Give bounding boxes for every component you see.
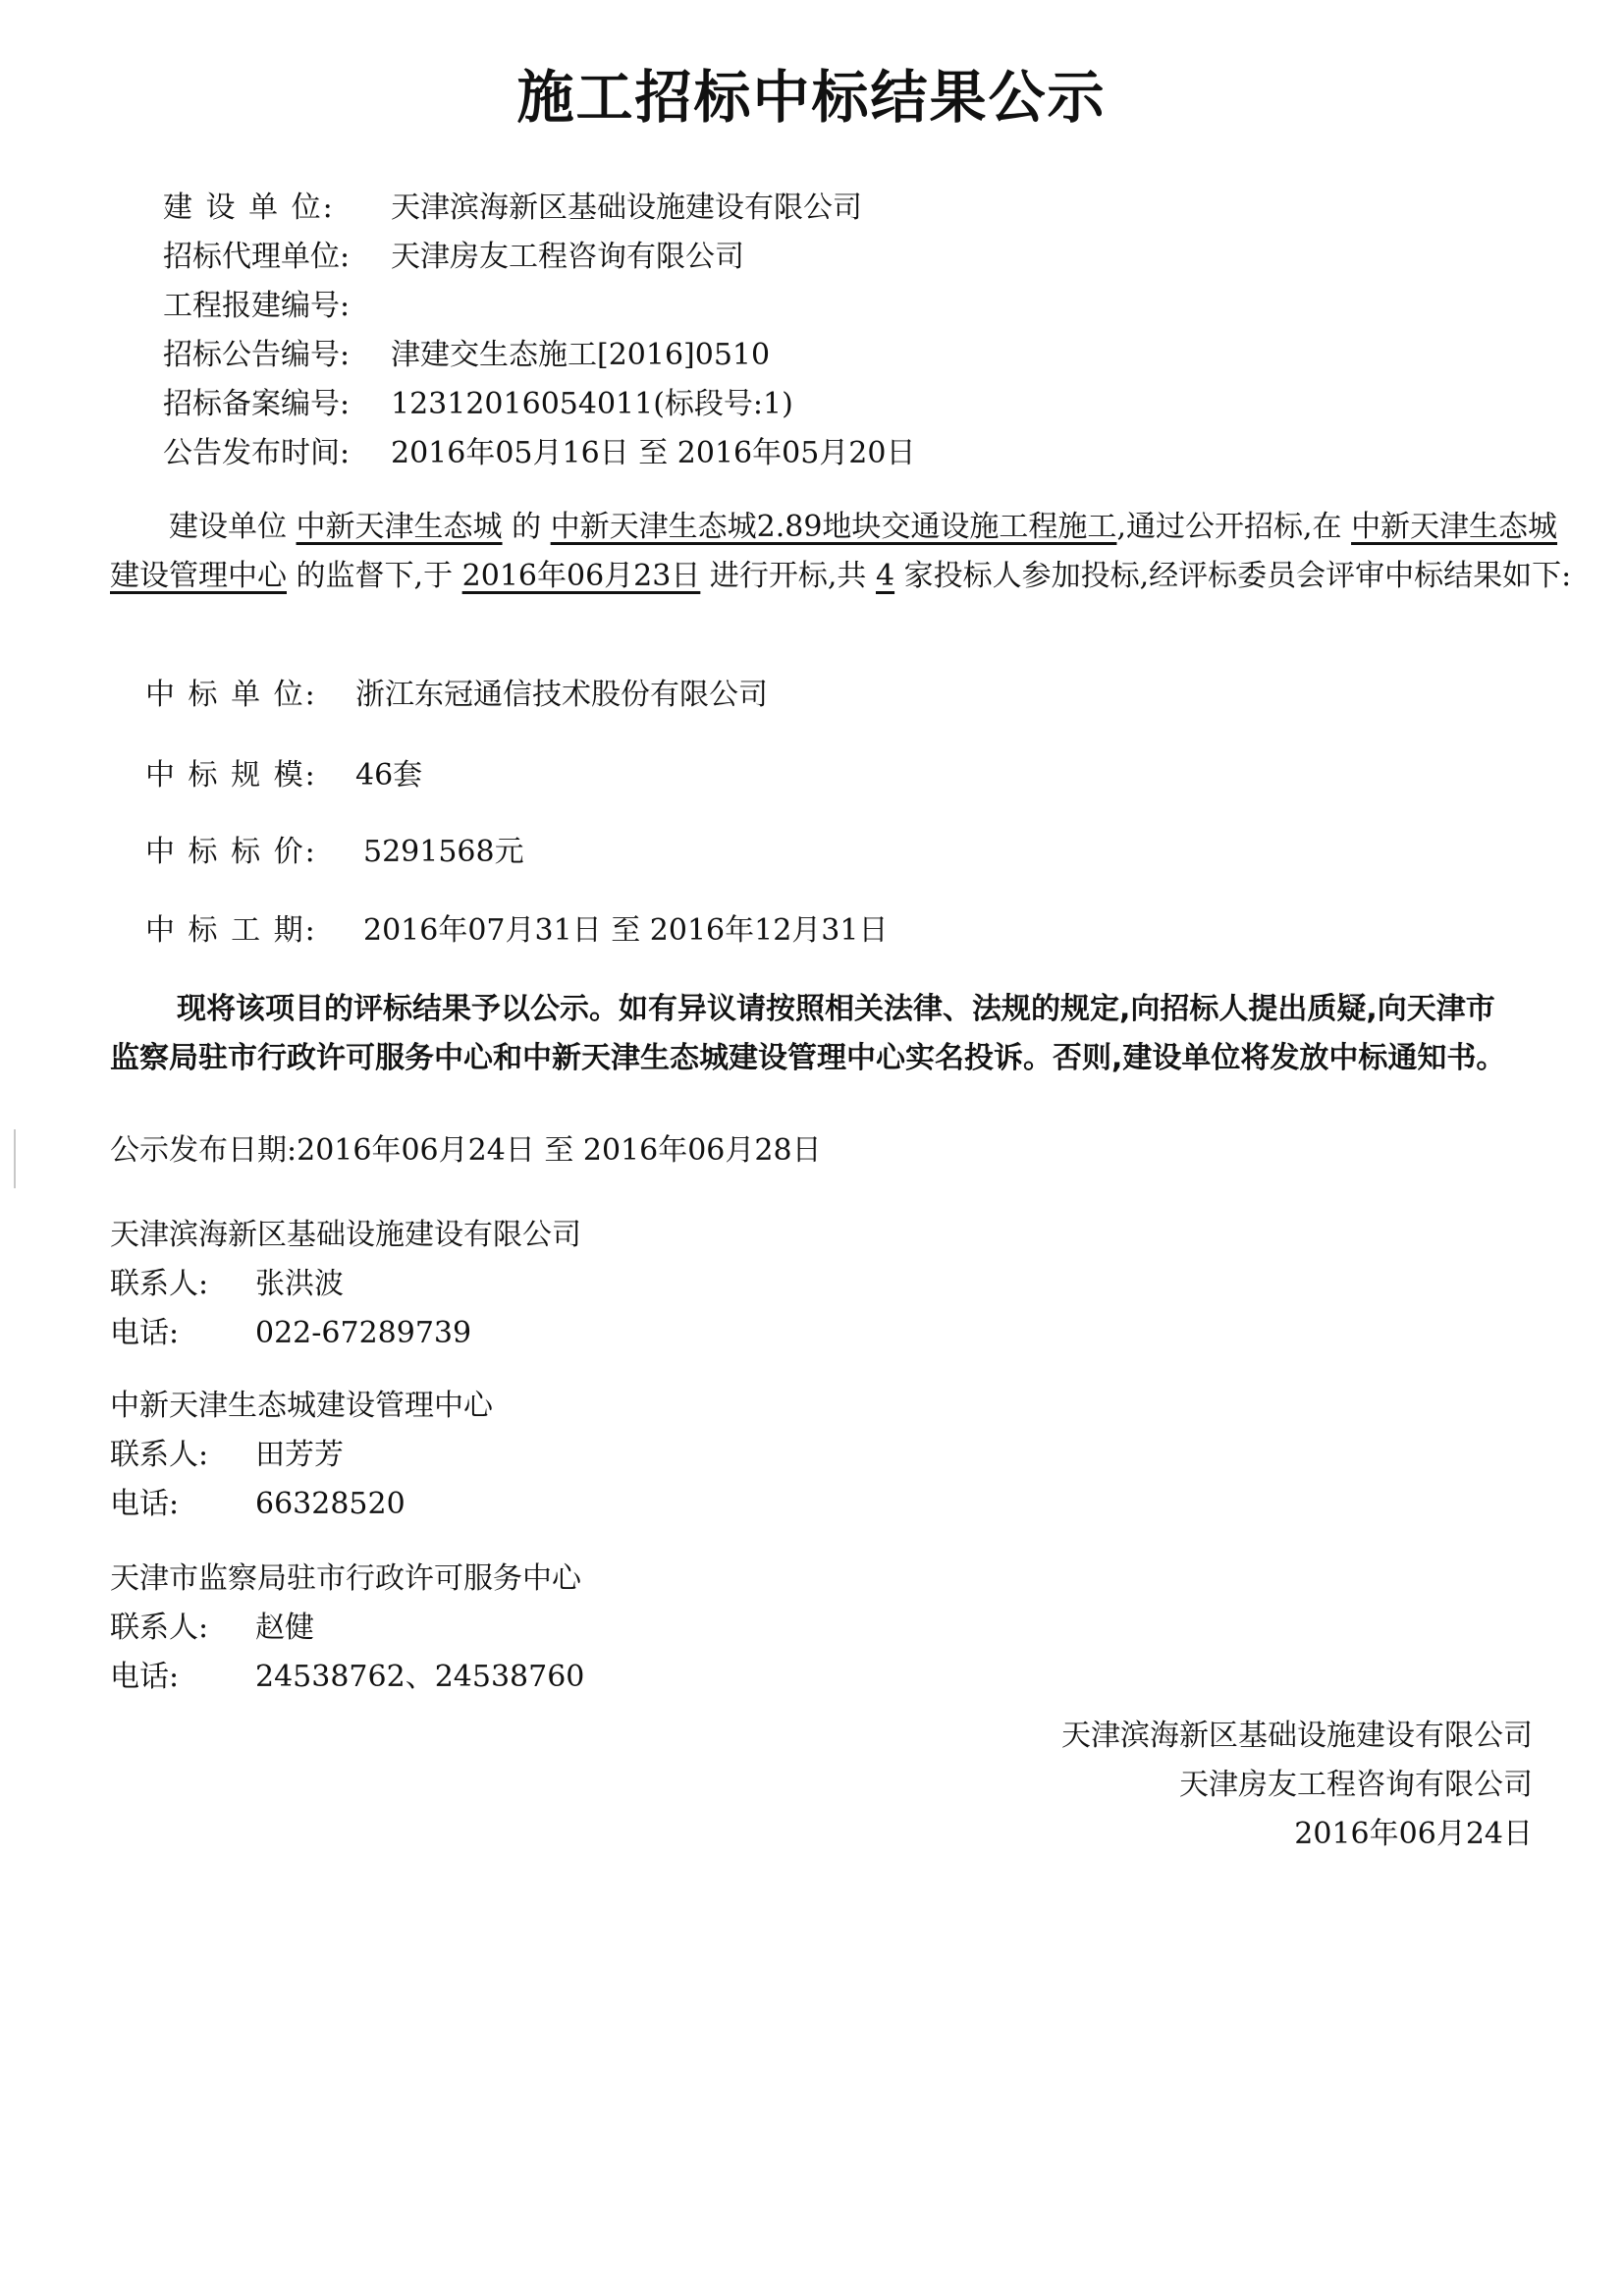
result-value: 浙江东冠通信技术股份有限公司 [355,678,768,712]
contact-person-label: 联系人: [110,1267,209,1301]
para-open-date: 2016年06月23日 [461,559,701,593]
notice-paragraph: 现将该项目的评标结果予以公示。如有异议请按照相关法律、法规的规定,向招标人提出质疑,向天津市监察局驻市行政许可服务中心和中新天津生态城建设管理中心实名投诉。否则,建设单位将发放中标通知书。 [110,992,1506,1075]
info-label: 工程报建编号: [163,289,351,323]
para-text: 的 [512,510,542,544]
publish-period: 公示发布日期:2016年06月24日 至 2016年06月28日 [110,1133,822,1168]
info-report-number [163,287,391,326]
info-label: 建 设 单 位: [163,191,335,225]
contact-phone-value: 24538762、24538760 [255,1660,585,1694]
result-label: 中 标 工 期: [145,913,317,948]
para-supervisor: 中新天津生态城建设管理中心 [110,510,1558,593]
info-filing-number [163,385,793,424]
info-value: 天津房友工程咨询有限公司 [391,240,744,274]
result-value: 46套 [355,758,423,793]
result-period [145,911,888,951]
contact-phone-label: 电话: [110,1316,180,1350]
signature-org-agent: 天津房友工程咨询有限公司 [1179,1768,1533,1802]
contact-org: 天津市监察局驻市行政许可服务中心 [110,1561,581,1596]
info-agent [163,238,744,277]
contact-person [110,1265,344,1304]
result-label: 中 标 标 价: [145,835,317,869]
contact-phone-value: 022-67289739 [255,1316,472,1350]
info-label: 招标代理单位: [163,240,351,274]
contact-person-value: 张洪波 [255,1267,344,1301]
result-winner [145,676,768,715]
contact-person [110,1436,344,1475]
para-bidder-count: 4 [875,559,895,593]
result-label: 中 标 单 位: [145,678,317,712]
info-value: 天津滨海新区基础设施建设有限公司 [391,191,862,225]
contact-person-value: 田芳芳 [255,1438,344,1472]
info-value: 津建交生态施工[2016]0510 [391,338,771,372]
contact-org: 天津滨海新区基础设施建设有限公司 [110,1218,581,1252]
contact-person [110,1609,314,1648]
result-value: 2016年07月31日 至 2016年12月31日 [363,913,889,948]
signature-date: 2016年06月24日 [1294,1817,1533,1851]
contact-org: 中新天津生态城建设管理中心 [110,1389,493,1423]
para-text: 家投标人参加投标,经评标委员会评审中标结果如下: [903,559,1572,593]
para-text: ,通过公开招标,在 [1116,510,1342,544]
info-label: 招标公告编号: [163,338,351,372]
contact-phone [110,1485,406,1524]
result-paragraph [110,503,1581,601]
info-announcement-number [163,336,770,375]
signature-org-owner: 天津滨海新区基础设施建设有限公司 [1061,1719,1533,1753]
info-label: 招标备案编号: [163,387,351,421]
info-label: 公告发布时间: [163,436,351,470]
result-value: 5291568元 [363,835,524,869]
result-label: 中 标 规 模: [145,758,317,793]
scan-edge-mark [14,1129,16,1188]
para-owner: 中新天津生态城 [296,510,503,544]
info-value: 2016年05月16日 至 2016年05月20日 [391,436,916,470]
contact-phone [110,1314,471,1353]
result-scale [145,756,422,795]
info-owner [163,189,862,228]
info-value: 12312016054011(标段号:1) [391,387,793,421]
page-title: 施工招标中标结果公示 [516,64,1107,131]
para-text: 建设单位 [169,510,287,544]
contact-person-label: 联系人: [110,1438,209,1472]
contact-phone-value: 66328520 [255,1487,406,1521]
para-text: 的监督下,于 [296,559,454,593]
info-publish-time [163,434,915,473]
para-text: 进行开标,共 [709,559,867,593]
result-price [145,833,524,872]
para-project: 中新天津生态城2.89地块交通设施工程施工 [550,510,1117,544]
contact-person-value: 赵健 [255,1611,314,1645]
contact-person-label: 联系人: [110,1611,209,1645]
contact-phone [110,1658,584,1697]
contact-phone-label: 电话: [110,1487,180,1521]
contact-phone-label: 电话: [110,1660,180,1694]
